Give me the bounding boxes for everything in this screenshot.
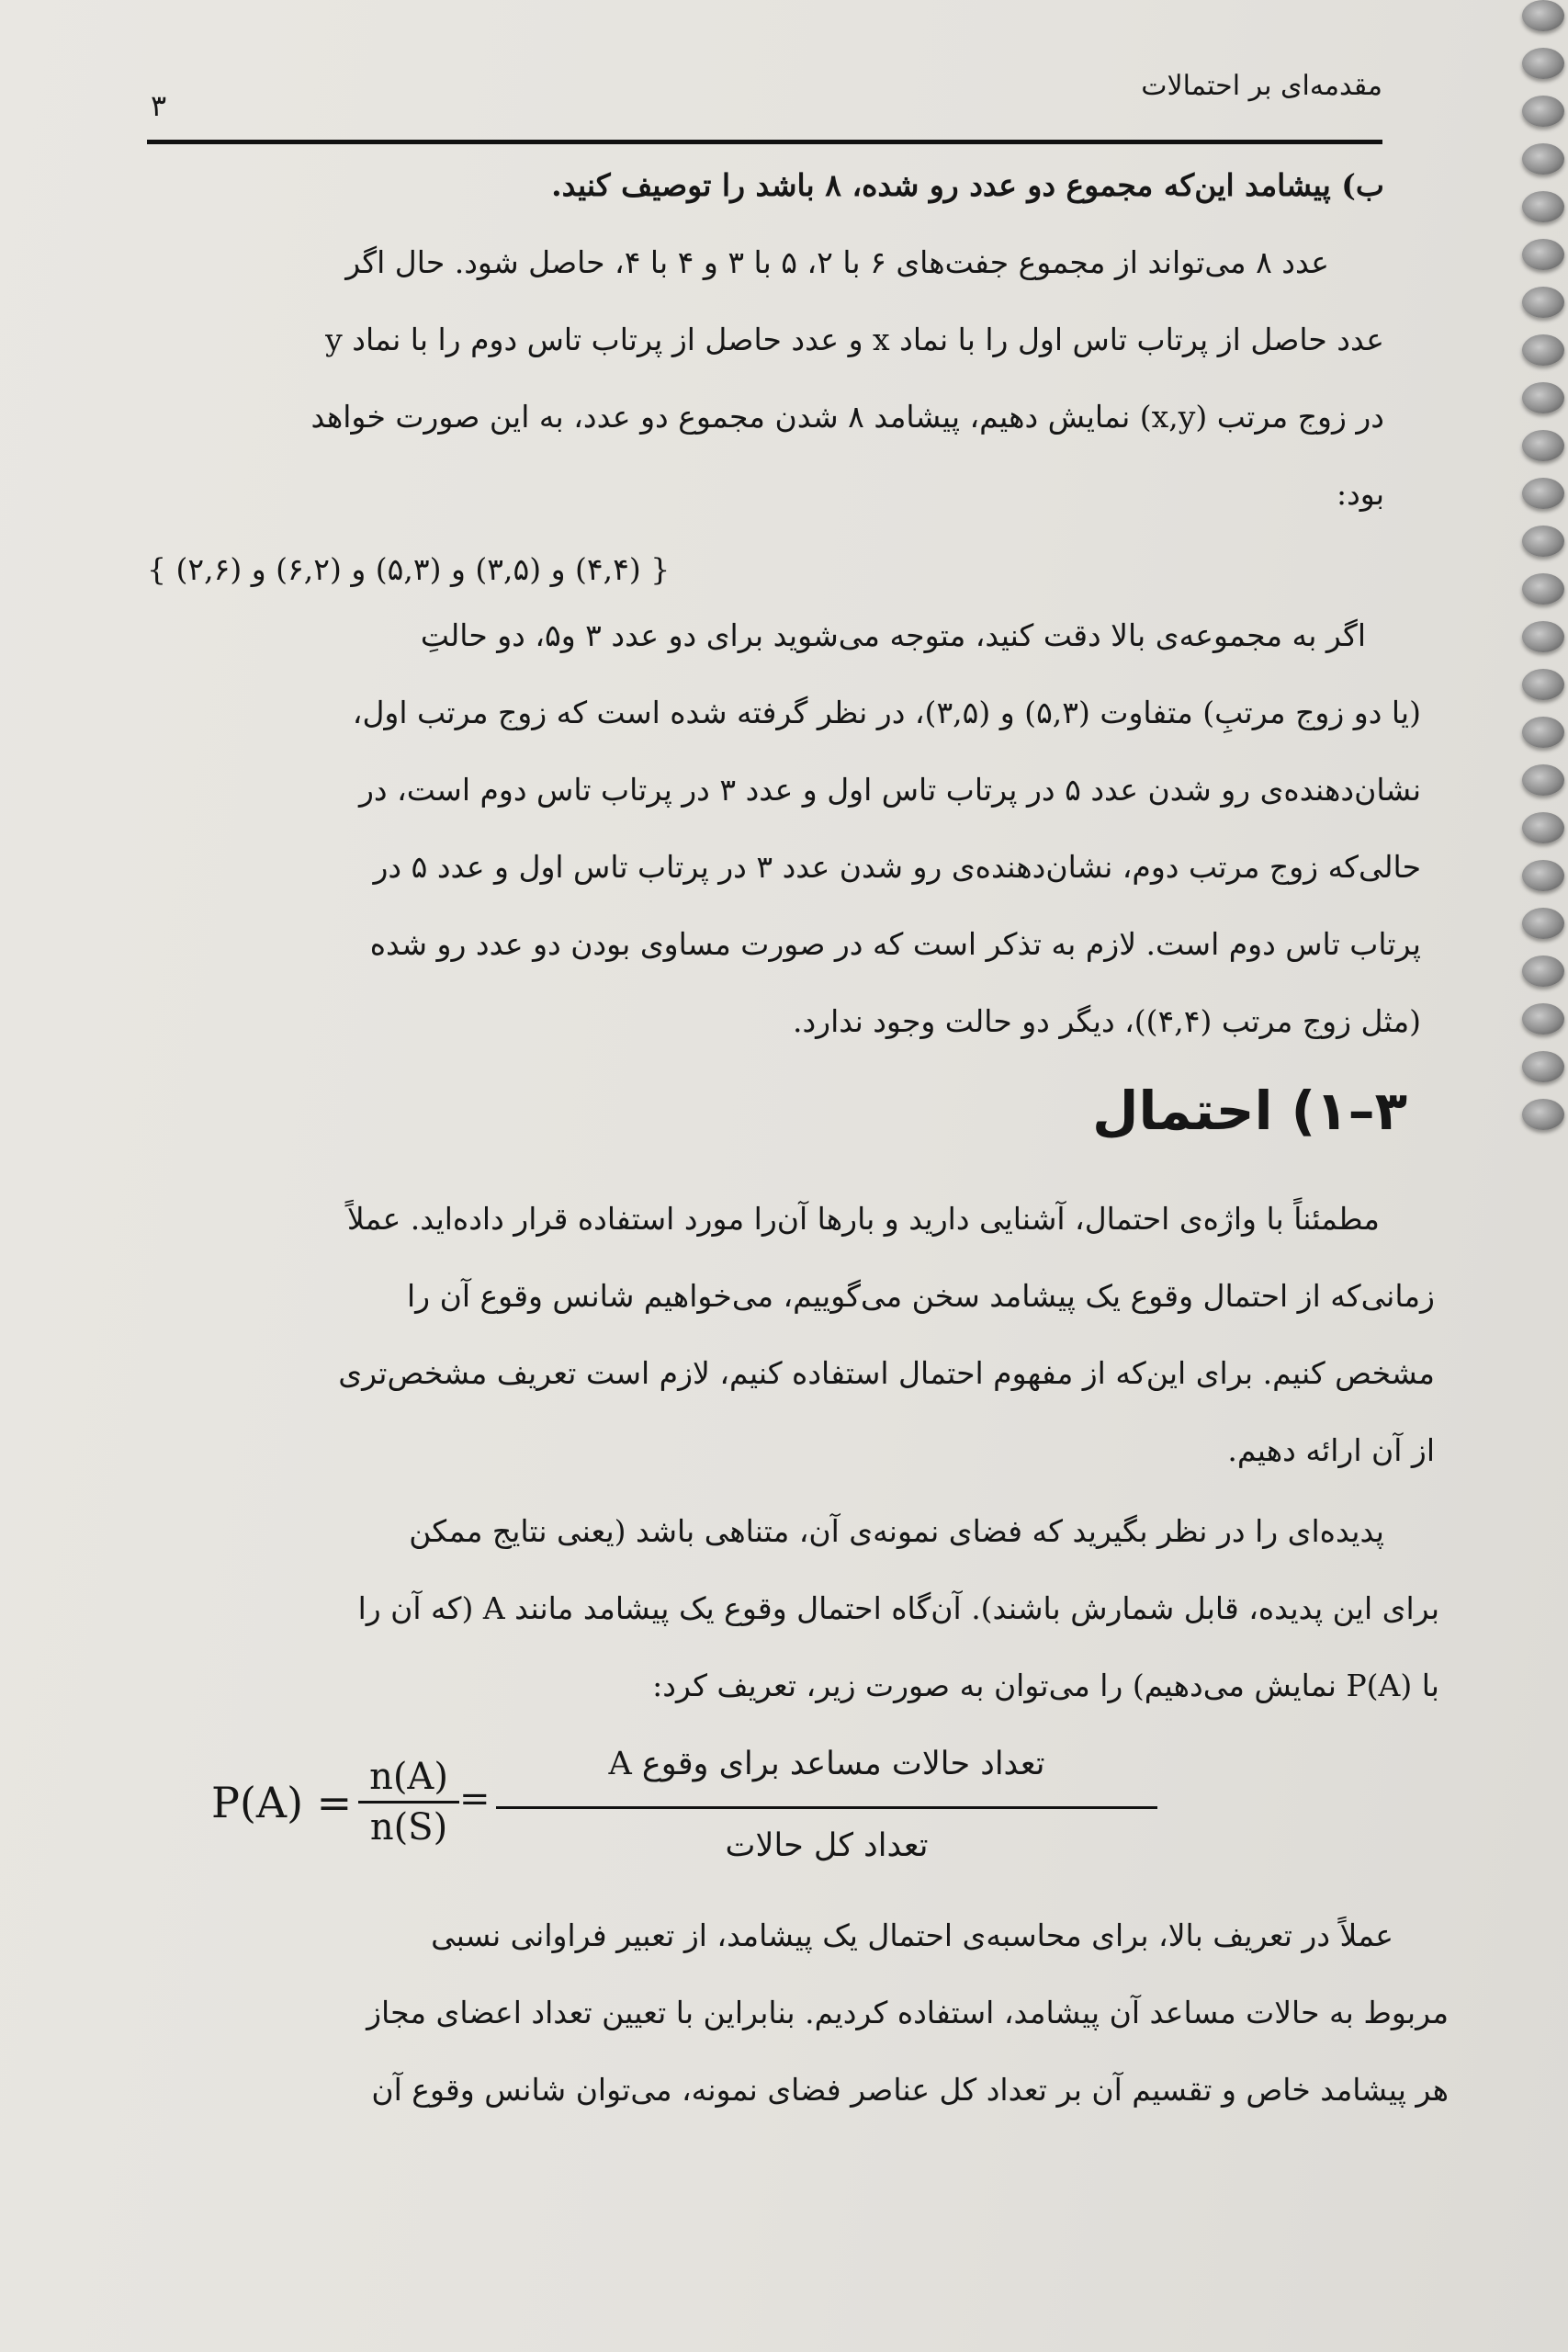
header-rule	[147, 140, 1382, 144]
paragraph-line: بود:	[1336, 476, 1384, 512]
paragraph-line: عدد ۸ می‌تواند از مجموع جفت‌های ۶ با ۲، ۵ با ۳ و ۴ با ۴، حاصل شود. حال اگر	[345, 244, 1329, 280]
definition-paragraph	[152, 1493, 1439, 1724]
paragraph-line: اگر به مجموعه‌ی بالا دقت کنید، متوجه می‌شوید برای دو عدد ۳ و۵، دو حالتِ	[420, 617, 1366, 653]
paragraph-line: مربوط به حالات مساعد آن پیشامد، استفاده کردیم. بنابراین با تعیین تعداد اعضای مجاز	[367, 1995, 1449, 2030]
formula-fraction-words	[496, 1727, 1157, 1883]
paragraph-line: عملاً در تعریف بالا، برای محاسبه‌ی احتمال یک پیشامد، از تعبیر فراوانی نسبی	[431, 1917, 1393, 1953]
paragraph-line: پرتاب تاس دوم است. لازم به تذکر است که در صورت مساوی بودن دو عدد رو شده	[369, 926, 1421, 962]
paragraph-line: از آن ارائه دهیم.	[1227, 1432, 1435, 1468]
paragraph-line: برای این پدیده، قابل شمارش باشند). آن‌گاه احتمال وقوع یک پیشامد مانند A (که آن را	[357, 1590, 1439, 1626]
paragraph-line: زمانی‌که از احتمال وقوع یک پیشامد سخن می‌گوییم، می‌خواهیم شانس وقوع آن را	[407, 1278, 1435, 1314]
paragraph-line: هر پیشامد خاص و تقسیم آن بر تعداد کل عناصر فضای نمونه، می‌توان شانس وقوع آن	[371, 2072, 1449, 2108]
intro-paragraph	[147, 147, 1384, 533]
fraction-denominator: تعداد کل حالات	[725, 1827, 929, 1864]
formula-fraction-symbolic	[358, 1753, 459, 1851]
paragraph-line: نشان‌دهنده‌ی رو شدن عدد ۵ در پرتاب تاس اول و عدد ۳ در پرتاب تاس دوم است، در	[359, 772, 1421, 808]
question-line: ب) پیشامد این‌که مجموع دو عدد رو شده، ۸ باشد را توصیف کنید.	[551, 167, 1384, 203]
paragraph-line: مطمئناً با واژه‌ی احتمال، آشنایی دارید و بارها آن‌را مورد استفاده قرار داده‌اید. عملاً	[346, 1201, 1380, 1237]
paragraph-line: حالی‌که زوج مرتب دوم، نشان‌دهنده‌ی رو شدن عدد ۳ در پرتاب تاس اول و عدد ۵ در	[373, 849, 1421, 885]
relative-frequency-paragraph	[156, 1897, 1449, 2129]
formula-equals: =	[459, 1778, 491, 1820]
paragraph-line: پدیده‌ای را در نظر بگیرید که فضای نمونه‌ی آن، متناهی باشد (یعنی نتایج ممکن	[409, 1513, 1384, 1549]
page-number: ۳	[151, 88, 167, 123]
paragraph-line: با P(A) نمایش می‌دهیم) را می‌توان به صورت زیر، تعریف کرد:	[652, 1668, 1439, 1703]
fraction-numerator: تعداد حالات مساعد برای وقوع A	[496, 1727, 1157, 1809]
probability-formula	[211, 1727, 1157, 1883]
section-heading: ۳–۱) احتمال	[1092, 1080, 1407, 1142]
fraction-numerator: n(A)	[358, 1753, 459, 1804]
paragraph-line: عدد حاصل از پرتاب تاس اول را با نماد x و عدد حاصل از پرتاب تاس دوم را با نماد y	[325, 322, 1384, 357]
explanation-paragraph	[147, 597, 1421, 1060]
paragraph-line: (یا دو زوج مرتبِ) متفاوت (۵,۳) و (۳,۵)، در نظر گرفته شده است که زوج مرتب اول،	[352, 695, 1421, 730]
running-title: مقدمه‌ای بر احتمالات	[1141, 70, 1382, 102]
page-header	[147, 64, 1382, 143]
paragraph-line: (مثل زوج مرتب (۴,۴))، دیگر دو حالت وجود ندارد.	[792, 1003, 1421, 1039]
event-set: { (۴,۴) و (۳,۵) و (۵,۳) و (۶,۲) و (۲,۶) }	[147, 551, 671, 587]
formula-lhs: P(A) =	[211, 1778, 353, 1827]
paragraph-line: در زوج مرتب (x,y) نمایش دهیم، پیشامد ۸ شدن مجموع دو عدد، به این صورت خواهد	[310, 399, 1384, 435]
paragraph-line: مشخص کنیم. برای این‌که از مفهوم احتمال استفاده کنیم، لازم است تعریف مشخص‌تری	[338, 1355, 1435, 1391]
fraction-denominator: n(S)	[369, 1806, 448, 1849]
probability-intro-paragraph	[152, 1181, 1435, 1489]
spiral-binding	[1513, 0, 1568, 1139]
